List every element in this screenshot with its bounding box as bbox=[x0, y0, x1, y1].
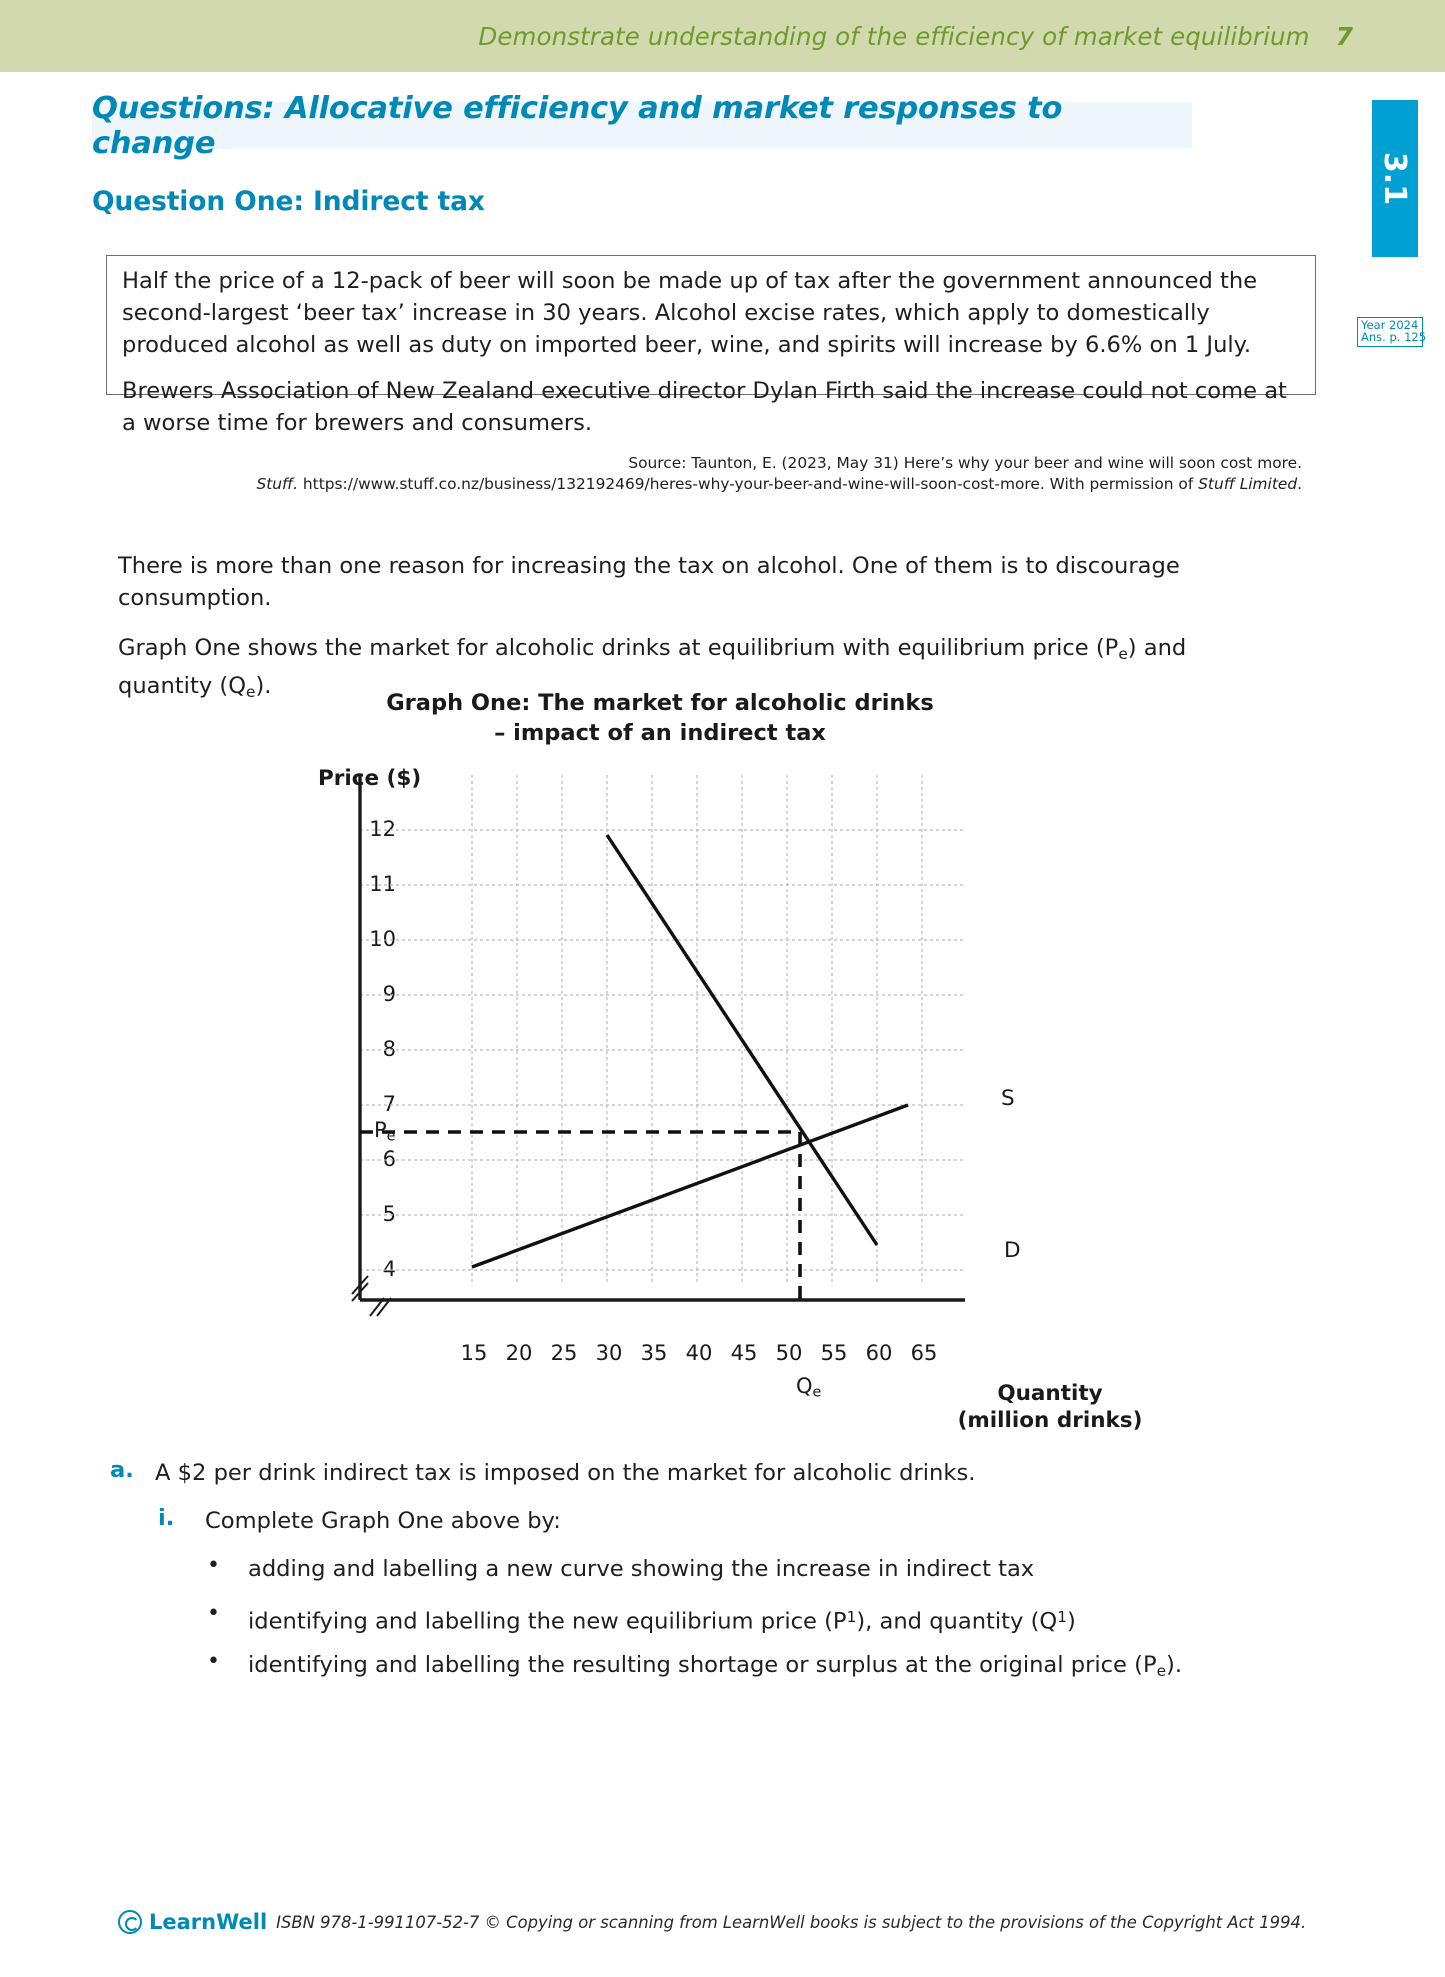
x-tick-45: 45 bbox=[730, 1341, 758, 1365]
resource-paragraph-2: Brewers Association of New Zealand executive director Dylan Firth said the increase could not come at a worse time for brewers and consumers. bbox=[122, 378, 1287, 436]
copyright-text: ISBN 978-1-991107-52-7 © Copying or scanning from LearnWell books is subject to the provisions of the Copyright Act 1994. bbox=[276, 1912, 1307, 1932]
y-tick-12: 12 bbox=[369, 817, 396, 841]
y-tick-6: 6 bbox=[382, 1147, 396, 1171]
pe-letter: P bbox=[374, 1118, 387, 1142]
question-heading: Question One: Indirect tax bbox=[92, 186, 485, 217]
y-axis-title: Price ($) bbox=[318, 766, 422, 791]
intro-2-part-a: Graph One shows the market for alcoholic drinks at equilibrium with equilibrium price (P bbox=[118, 635, 1119, 661]
x-tick-65: 65 bbox=[910, 1341, 938, 1365]
intro-paragraph-1: There is more than one reason for increasing the tax on alcohol. One of them is to discourage consumption. bbox=[118, 553, 1180, 611]
answer-reference-box bbox=[1357, 317, 1427, 347]
x-tick-25: 25 bbox=[550, 1341, 578, 1365]
y-tick-10: 10 bbox=[369, 927, 396, 951]
section-heading bbox=[92, 90, 1192, 161]
resource-box-content bbox=[122, 265, 1302, 495]
source-url-text: https://www.stuff.co.nz/business/132192469/heres-why-your-beer-and-wine-will-soon-cost-more. With permission of bbox=[298, 475, 1199, 493]
question-a-marker: a. bbox=[110, 1457, 134, 1483]
intro-2-sub-e1: e bbox=[1118, 644, 1128, 663]
resource-source-line-1 bbox=[122, 453, 1302, 474]
supply-demand-plot bbox=[300, 760, 1020, 1340]
y-tick-5: 5 bbox=[382, 1202, 396, 1226]
x-tick-15: 15 bbox=[460, 1341, 488, 1365]
x-axis-title-line-1: Quantity bbox=[997, 1381, 1103, 1406]
question-a-text: A $2 per drink indirect tax is imposed on the market for alcoholic drinks. bbox=[155, 1460, 976, 1486]
question-i-text: Complete Graph One above by: bbox=[205, 1508, 561, 1534]
standard-tab-label: 3.1 bbox=[1377, 151, 1413, 206]
intro-2-part-b: ) and quantity (Q bbox=[118, 635, 1187, 699]
graph-title bbox=[300, 688, 1020, 748]
y-tick-9: 9 bbox=[382, 982, 396, 1006]
bullet-3-part-a: identifying and labelling the resulting shortage or surplus at the original price (P bbox=[248, 1652, 1157, 1678]
graph-title-line-1: Graph One: The market for alcoholic drinks bbox=[386, 690, 934, 716]
bullet-2-part-a: identifying and labelling the new equilibrium price (P bbox=[248, 1608, 847, 1635]
bullet-2-sup-1: 1 bbox=[846, 1608, 857, 1626]
y-tick-11: 11 bbox=[369, 872, 396, 896]
running-head-title: Demonstrate understanding of the efficiency of market equilibrium bbox=[478, 21, 1310, 51]
source-citation-text: Source: Taunton, E. (2023, May 31) Here’s why your beer and wine will soon cost more. bbox=[628, 454, 1302, 472]
page-footer bbox=[118, 1910, 1338, 1934]
question-i-marker: i. bbox=[158, 1505, 175, 1531]
bullet-marker-1: • bbox=[207, 1553, 220, 1578]
running-head bbox=[0, 0, 1445, 72]
x-tick-55: 55 bbox=[820, 1341, 848, 1365]
pe-subscript: e bbox=[386, 1128, 396, 1145]
resource-paragraph-1: Half the price of a 12-pack of beer will soon be made up of tax after the government announced the second-largest ‘beer tax’ increase in 30 years. Alcohol excise rates, which apply to domestically produced alcohol as well as duty on imported beer, wine, and spirits will increase by 6.6% on 1 July. bbox=[122, 268, 1258, 358]
y-tick-7: 7 bbox=[382, 1092, 396, 1116]
bullet-3-part-b: ). bbox=[1166, 1652, 1183, 1678]
bullet-marker-3: • bbox=[207, 1649, 220, 1674]
demand-curve-label: D bbox=[1004, 1238, 1021, 1263]
y-tick-8: 8 bbox=[382, 1037, 396, 1061]
bullet-text-2 bbox=[248, 1601, 1248, 1637]
x-tick-35: 35 bbox=[640, 1341, 668, 1365]
qe-subscript: e bbox=[812, 1384, 822, 1401]
bullet-2-part-b: ), and quantity (Q bbox=[856, 1608, 1058, 1635]
qe-letter: Q bbox=[796, 1374, 813, 1398]
bullet-text-3 bbox=[248, 1649, 1248, 1687]
standard-tab bbox=[1372, 100, 1418, 257]
bullet-2-sup-2: 1 bbox=[1057, 1608, 1067, 1626]
resource-source-line-2 bbox=[122, 474, 1302, 495]
source-period: . bbox=[1297, 475, 1302, 493]
equilibrium-quantity-label bbox=[796, 1374, 821, 1401]
learnwell-brand-label: LearnWell bbox=[149, 1910, 268, 1934]
x-axis-title-line-2: (million drinks) bbox=[957, 1408, 1143, 1433]
source-permission-name: Stuff Limited bbox=[1198, 475, 1298, 493]
section-heading-label: Questions: Allocative efficiency and market responses to change bbox=[92, 90, 1063, 161]
supply-curve bbox=[472, 1105, 908, 1267]
x-tick-30: 30 bbox=[595, 1341, 623, 1365]
page-number: 7 bbox=[1335, 21, 1353, 51]
x-tick-50: 50 bbox=[775, 1341, 803, 1365]
year-label: Year 2024 bbox=[1361, 318, 1419, 332]
bullet-3-sub-e: e bbox=[1156, 1661, 1167, 1680]
x-axis-title bbox=[930, 1380, 1170, 1434]
y-tick-4: 4 bbox=[382, 1257, 396, 1281]
axis-break-marks bbox=[352, 1276, 391, 1316]
answer-page-label: Ans. p. 125 bbox=[1361, 330, 1427, 345]
bullet-2-part-c: ) bbox=[1066, 1608, 1076, 1635]
x-tick-20: 20 bbox=[505, 1341, 533, 1365]
x-tick-60: 60 bbox=[865, 1341, 893, 1365]
intro-2-part-c: ). bbox=[255, 672, 272, 699]
learnwell-logo-icon bbox=[118, 1910, 142, 1934]
bullet-text-1: adding and labelling a new curve showing the increase in indirect tax bbox=[248, 1556, 1035, 1582]
bullet-marker-2: • bbox=[207, 1601, 220, 1626]
intro-2-sub-e2: e bbox=[245, 682, 256, 701]
x-tick-40: 40 bbox=[685, 1341, 713, 1365]
grid-horizontal bbox=[360, 830, 965, 1270]
source-publication-name: Stuff. bbox=[256, 475, 299, 493]
graph-title-line-2: – impact of an indirect tax bbox=[494, 720, 826, 746]
supply-curve-label: S bbox=[1001, 1086, 1015, 1111]
